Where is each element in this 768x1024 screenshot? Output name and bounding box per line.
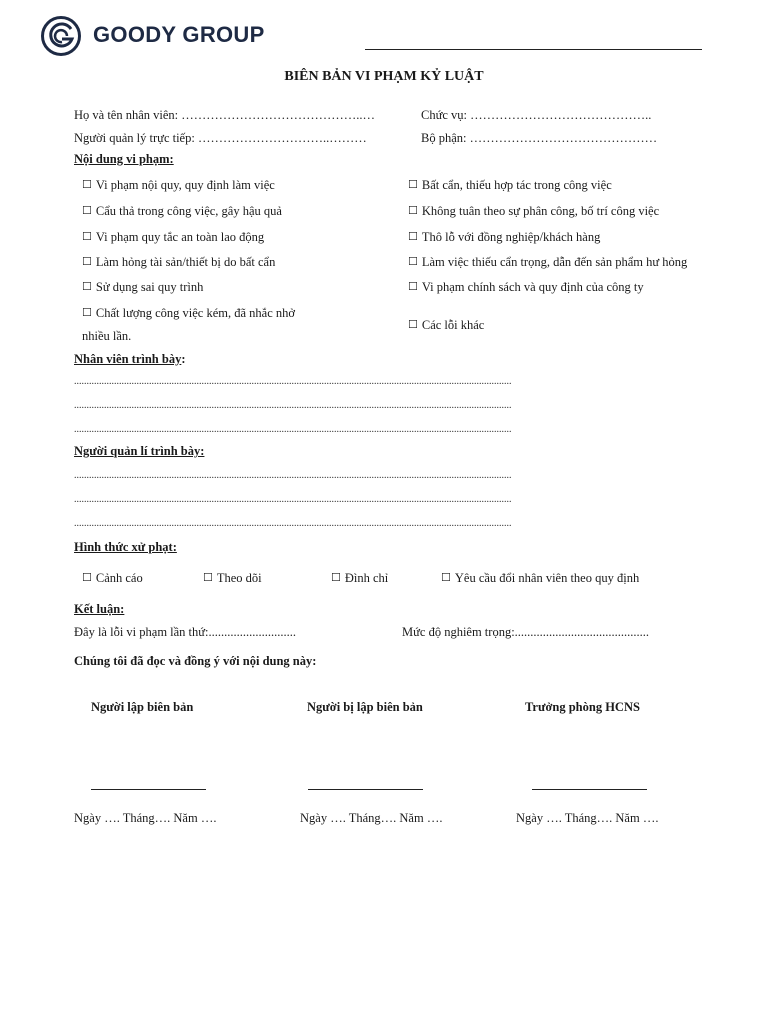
employee-statement-line-3[interactable]: ............................................................................................................................................................................... [74,424,512,435]
violation-label: Vi phạm quy tắc an toàn lao động [95,230,265,244]
violation-checkbox-left-6[interactable] [82,306,295,321]
violation-checkbox-right-4[interactable] [408,255,687,270]
checkbox-icon: ☐ [408,204,418,217]
manager-field[interactable]: Người quản lý trực tiếp: …………………………..……… [74,131,367,145]
violation-checkbox-left-1[interactable] [82,178,275,193]
penalty-label: Đình chỉ [344,571,389,585]
violation-label: Cẩu thả trong công việc, gây hậu quả [95,204,282,218]
manager-statement-line-1[interactable]: ............................................................................................................................................................................... [74,470,512,481]
violations-heading: Nội dung vi phạm: [74,152,174,166]
violation-checkbox-left-3[interactable] [82,230,264,245]
penalty-heading: Hình thức xử phạt: [74,540,177,554]
checkbox-icon: ☐ [408,230,418,243]
manager-statement-heading: Người quản lí trình bày: [74,444,205,458]
checkbox-icon: ☐ [408,280,418,293]
conclusion-heading: Kết luận: [74,602,125,616]
header-rule [365,49,702,50]
violation-checkbox-left-2[interactable] [82,204,282,219]
checkbox-icon: ☐ [441,571,451,584]
severity-field[interactable]: Mức độ nghiêm trọng:........................................... [402,625,650,639]
occurrence-field[interactable]: Đây là lỗi vi phạm lần thứ:............................ [74,625,297,639]
checkbox-icon: ☐ [82,280,92,293]
penalty-option-suspend[interactable] [331,571,388,586]
manager-statement-line-2[interactable]: ............................................................................................................................................................................... [74,494,512,505]
signature-role-2: Người bị lập biên bản [307,700,423,714]
agreement-statement: Chúng tôi đã đọc và đồng ý với nội dung này: [74,654,317,668]
signature-date-1[interactable]: Ngày …. Tháng…. Năm …. [74,811,217,825]
violation-label: Sử dụng sai quy trình [95,280,204,294]
employee-statement-line-2[interactable]: ............................................................................................................................................................................... [74,400,512,411]
violation-checkbox-right-2[interactable] [408,204,659,219]
checkbox-icon: ☐ [82,204,92,217]
document-title: BIÊN BẢN VI PHẠM KỶ LUẬT [284,69,484,84]
goody-group-logo [40,15,84,57]
employee-statement-heading: Nhân viên trình bày: [74,352,186,366]
penalty-label: Cảnh cáo [95,571,143,585]
violation-checkbox-right-6[interactable] [408,318,484,333]
violation-checkbox-left-4[interactable] [82,255,275,270]
violation-checkbox-right-1[interactable] [408,178,612,193]
penalty-option-monitor[interactable] [203,571,262,586]
employee-name-field[interactable]: Họ và tên nhân viên: ……………………………………..… [74,108,376,122]
violation-label: Không tuân theo sự phân công, bố trí công việc [421,204,660,218]
checkbox-icon: ☐ [408,255,418,268]
checkbox-icon: ☐ [408,318,418,331]
checkbox-icon: ☐ [408,178,418,191]
penalty-option-warning[interactable] [82,571,143,586]
checkbox-icon: ☐ [82,306,92,319]
department-field[interactable]: Bộ phận: ……………………………………… [421,131,658,145]
signature-role-3: Trưởng phòng HCNS [525,700,640,714]
signature-role-1: Người lập biên bản [91,700,194,714]
checkbox-icon: ☐ [203,571,213,584]
violation-label: Chất lượng công việc kém, đã nhắc nhở [95,306,295,320]
penalty-label: Theo dõi [216,571,262,585]
violation-checkbox-left-5[interactable] [82,280,203,295]
violation-label: Vi phạm nội quy, quy định làm việc [95,178,275,192]
checkbox-icon: ☐ [82,255,92,268]
signature-line-1[interactable] [91,789,206,790]
penalty-label: Yêu cầu đổi nhân viên theo quy định [454,571,640,585]
penalty-option-reassign[interactable] [441,571,639,586]
violation-checkbox-right-3[interactable] [408,230,600,245]
violation-label: Bất cẩn, thiếu hợp tác trong công việc [421,178,612,192]
checkbox-icon: ☐ [82,230,92,243]
employee-statement-line-1[interactable]: ............................................................................................................................................................................... [74,376,512,387]
position-field[interactable]: Chức vụ: …………………………………….. [421,108,652,122]
manager-statement-line-3[interactable]: ............................................................................................................................................................................... [74,518,512,529]
violation-label: Các lỗi khác [421,318,485,332]
violation-checkbox-right-5[interactable] [408,280,644,295]
checkbox-icon: ☐ [82,571,92,584]
signature-line-2[interactable] [308,789,423,790]
checkbox-icon: ☐ [82,178,92,191]
violation-label: Thô lỗ với đồng nghiệp/khách hàng [421,230,601,244]
signature-line-3[interactable] [532,789,647,790]
violation-label: Làm hỏng tài sản/thiết bị do bất cẩn [95,255,276,269]
violation-label-continued: nhiều lần. [82,329,132,343]
checkbox-icon: ☐ [331,571,341,584]
signature-date-2[interactable]: Ngày …. Tháng…. Năm …. [300,811,443,825]
violation-label: Vi phạm chính sách và quy định của công ty [421,280,644,294]
signature-date-3[interactable]: Ngày …. Tháng…. Năm …. [516,811,659,825]
brand-name: GOODY GROUP [93,22,265,47]
violation-label: Làm việc thiếu cẩn trọng, dẫn đến sản phẩm hư hỏng [421,255,688,269]
